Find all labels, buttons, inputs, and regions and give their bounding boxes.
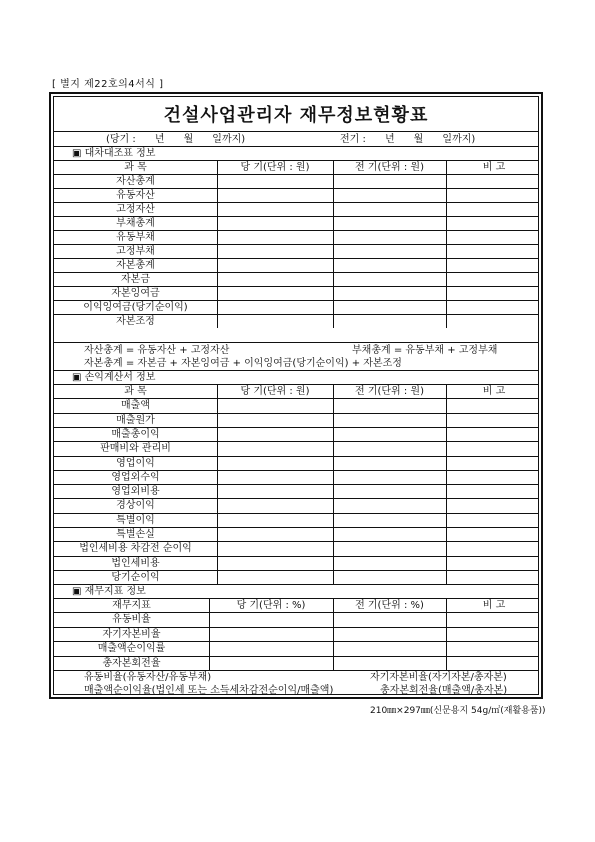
table-row [54,258,538,273]
row-label: 법인세비용 차감전 순이익 [79,543,192,555]
remarks-cell[interactable] [446,414,542,428]
formula-current-ratio: 유동비율(유동자산/유동부채) [84,672,212,683]
row-label: 자본총계 [116,260,155,271]
row-label: 특별손실 [116,529,155,540]
remarks-cell[interactable] [446,273,542,287]
row-label: 부채총계 [116,218,155,229]
table-row [54,216,538,231]
previous-value-cell[interactable] [333,499,446,513]
remarks-cell[interactable] [446,485,542,499]
table-row [54,441,538,456]
header-remarks: 비 고 [482,386,506,397]
current-value-cell[interactable] [217,514,333,528]
remarks-cell[interactable] [446,203,542,217]
current-period: (당기 : 년 월 일까지) [106,134,246,145]
remarks-cell[interactable] [446,259,542,273]
previous-value-cell[interactable] [333,203,446,217]
table-row [54,413,538,428]
balance-table [54,160,538,342]
table-row [54,202,538,217]
ratio-table [54,598,538,670]
table-row [54,612,538,627]
previous-value-cell[interactable] [333,315,446,329]
remarks-cell[interactable] [446,642,542,656]
remarks-cell[interactable] [446,189,542,203]
form-title: 건설사업관리자 재무정보현황표 [163,105,429,126]
table-header-row [54,384,538,399]
table-row [54,244,538,259]
row-label: 당기순이익 [111,571,160,583]
current-value-cell[interactable] [217,471,333,485]
column-divider [333,598,334,670]
column-divider [446,384,447,584]
header-remarks: 비 고 [482,600,506,611]
row-label: 자산총계 [116,176,155,187]
current-value-cell[interactable] [217,259,333,273]
header-previous: 전 기(단위 : 원) [354,386,424,397]
header-item: 재무지표 [112,600,151,611]
form-label: [ 별지 제22호의4서식 ] [52,79,164,90]
previous-value-cell[interactable] [333,514,446,528]
previous-value-cell[interactable] [333,189,446,203]
previous-value-cell[interactable] [333,399,446,413]
divider [54,342,538,343]
current-value-cell[interactable] [217,457,333,471]
column-divider [217,160,218,328]
formula-capital: 자본총계 = 자본금 + 자본잉여금 + 이익잉여금(당기순이익) + 자본조정 [84,358,402,369]
row-label: 고정자산 [116,204,155,215]
remarks-cell[interactable] [446,514,542,528]
table-row [54,527,538,542]
table-header-row [54,598,538,613]
current-value-cell[interactable] [217,571,333,585]
previous-value-cell[interactable] [333,175,446,189]
previous-value-cell[interactable] [333,557,446,571]
formula-assets: 자산총계 = 유동자산 + 고정자산 [84,345,230,356]
row-label: 경상이익 [116,500,155,512]
remarks-cell[interactable] [446,399,542,413]
table-row [54,641,538,656]
table-row [54,286,538,301]
balance-section-heading: ▣ 대차대조표 정보 [72,148,156,159]
table-row [54,570,538,585]
column-divider [217,384,218,584]
row-label: 자본금 [121,274,150,285]
header-previous: 전 기(단위 : %) [355,600,424,611]
previous-value-cell[interactable] [333,657,446,671]
row-label: 매출원가 [116,414,155,426]
current-value-cell[interactable] [217,175,333,189]
current-value-cell[interactable] [217,528,333,542]
table-row [54,656,538,671]
row-label: 영업외수익 [111,471,160,483]
row-label: 영업이익 [116,457,155,469]
current-value-cell[interactable] [217,399,333,413]
table-row [54,230,538,245]
remarks-cell[interactable] [446,442,542,456]
current-value-cell[interactable] [217,315,333,329]
previous-value-cell[interactable] [333,428,446,442]
row-label: 영업외비용 [111,486,160,498]
row-label: 매출액 [121,400,150,412]
current-value-cell[interactable] [209,642,333,656]
row-label: 자본잉여금 [111,288,160,299]
previous-value-cell[interactable] [333,542,446,556]
column-divider [446,160,447,328]
previous-value-cell[interactable] [333,571,446,585]
table-row [54,398,538,413]
previous-value-cell[interactable] [333,245,446,259]
current-value-cell[interactable] [217,442,333,456]
row-label: 고정부채 [116,246,155,257]
previous-value-cell[interactable] [333,471,446,485]
current-value-cell[interactable] [209,657,333,671]
row-label: 법인세비용 [111,557,160,569]
column-divider [333,384,334,584]
previous-value-cell[interactable] [333,485,446,499]
previous-value-cell[interactable] [333,528,446,542]
column-divider [209,598,210,670]
formula-net-margin: 매출액순이익율(법인세 또는 소득세차감전순이익/매출액) [84,685,334,696]
previous-value-cell[interactable] [333,273,446,287]
table-row [54,627,538,642]
row-label: 유동비율 [112,614,151,626]
current-value-cell[interactable] [217,189,333,203]
remarks-cell[interactable] [446,499,542,513]
row-label: 판매비와 관리비 [100,443,171,455]
table-row [54,498,538,513]
current-value-cell[interactable] [217,231,333,245]
paper-spec-note: 210㎜×297㎜(신문용지 54g/㎡(재활용품)) [370,706,546,716]
remarks-cell[interactable] [446,628,542,642]
current-value-cell[interactable] [217,499,333,513]
table-row [54,427,538,442]
remarks-cell[interactable] [446,175,542,189]
current-value-cell[interactable] [217,273,333,287]
header-previous: 전 기(단위 : 원) [354,162,424,173]
remarks-cell[interactable] [446,557,542,571]
row-label: 매출총이익 [111,428,160,440]
previous-value-cell[interactable] [333,642,446,656]
income-table [54,384,538,584]
current-value-cell[interactable] [217,414,333,428]
table-row [54,484,538,499]
formula-turnover: 총자본회전율(매출액/총자본) [380,685,508,696]
remarks-cell[interactable] [446,231,542,245]
table-row [54,300,538,315]
column-divider [446,598,447,670]
divider [54,131,538,132]
previous-value-cell[interactable] [333,301,446,315]
header-item: 과 목 [124,162,147,173]
remarks-cell[interactable] [446,657,542,671]
header-current: 당 기(단위 : 원) [240,386,310,397]
column-divider [333,160,334,328]
row-label: 특별이익 [116,514,155,526]
previous-value-cell[interactable] [333,217,446,231]
remarks-cell[interactable] [446,315,542,329]
remarks-cell[interactable] [446,542,542,556]
previous-value-cell[interactable] [333,287,446,301]
current-value-cell[interactable] [217,245,333,259]
remarks-cell[interactable] [446,471,542,485]
current-value-cell[interactable] [209,613,333,627]
remarks-cell[interactable] [446,528,542,542]
row-label: 유동부채 [116,232,155,243]
table-row [54,456,538,471]
header-current: 당 기(단위 : 원) [240,162,310,173]
row-label: 자본조정 [116,316,155,327]
current-value-cell[interactable] [217,301,333,315]
current-value-cell[interactable] [217,217,333,231]
remarks-cell[interactable] [446,217,542,231]
remarks-cell[interactable] [446,613,542,627]
formula-liabilities: 부채총계 = 유동부채 + 고정부채 [352,345,498,356]
previous-period: 전기 : 년 월 일까지) [340,134,476,145]
formula-equity-ratio: 자기자본비율(자기자본/총자본) [370,672,507,683]
previous-value-cell[interactable] [333,231,446,245]
table-row [54,314,538,329]
ratio-section-heading: ▣ 재무지표 정보 [72,586,146,597]
previous-value-cell[interactable] [333,613,446,627]
row-label: 자기자본비율 [102,628,161,640]
previous-value-cell[interactable] [333,442,446,456]
remarks-cell[interactable] [446,301,542,315]
current-value-cell[interactable] [217,485,333,499]
row-label: 매출액순이익률 [97,643,166,655]
current-value-cell[interactable] [217,428,333,442]
remarks-cell[interactable] [446,428,542,442]
table-row [54,556,538,571]
remarks-cell[interactable] [446,457,542,471]
current-value-cell[interactable] [217,542,333,556]
table-row [54,470,538,485]
row-label: 이익잉여금(당기순이익) [83,302,188,313]
table-row [54,174,538,189]
header-current: 당 기(단위 : %) [236,600,306,611]
income-section-heading: ▣ 손익계산서 정보 [72,372,156,383]
previous-value-cell[interactable] [333,457,446,471]
header-remarks: 비 고 [482,162,506,173]
row-label: 유동자산 [116,190,155,201]
previous-value-cell[interactable] [333,414,446,428]
current-value-cell[interactable] [209,628,333,642]
current-value-cell[interactable] [217,203,333,217]
table-row [54,272,538,287]
previous-value-cell[interactable] [333,628,446,642]
remarks-cell[interactable] [446,287,542,301]
table-header-row [54,160,538,175]
table-row [54,513,538,528]
table-row [54,541,538,556]
header-item: 과 목 [124,386,147,397]
current-value-cell[interactable] [217,287,333,301]
table-row [54,188,538,203]
remarks-cell[interactable] [446,571,542,585]
row-label: 총자본회전율 [102,657,161,669]
remarks-cell[interactable] [446,245,542,259]
form-inner [53,96,539,695]
previous-value-cell[interactable] [333,259,446,273]
form-frame [49,92,543,699]
current-value-cell[interactable] [217,557,333,571]
